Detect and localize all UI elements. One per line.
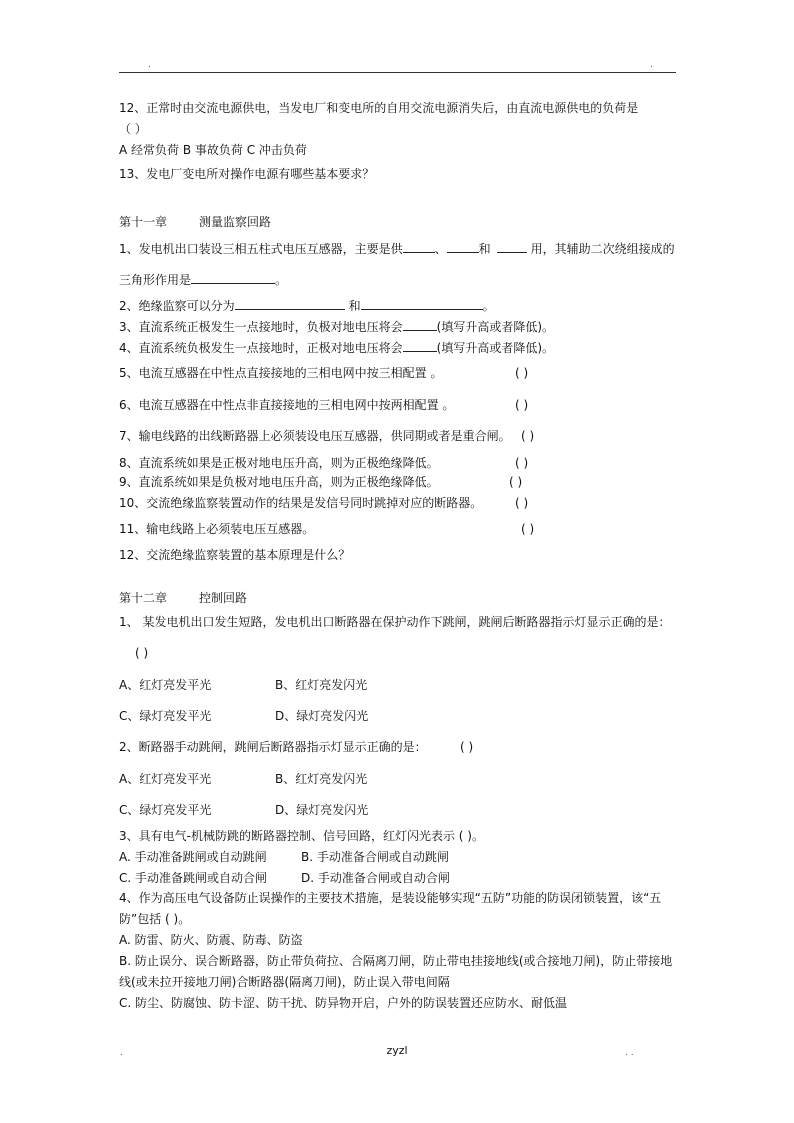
ch11-q10-answer[interactable]: ( ) bbox=[515, 496, 529, 510]
ch11-q3-text-b: (填写升高或者降低)。 bbox=[436, 320, 555, 334]
ch12-q1: 1、 某发电机出口发生短路，发电机出口断路器在保护动作下跳闸，跳闸后断路器指示灯显示正确的是： bbox=[119, 615, 671, 629]
ch11-q9: 9、直流系统如果是负极对地电压升高，则为正极绝缘降低。 bbox=[119, 475, 439, 489]
ch12-q2-option-b[interactable]: B、红灯亮发闪光 bbox=[275, 772, 368, 786]
ch11-q11: 11、输电线路上必须装电压互感器。 bbox=[119, 522, 315, 536]
ch11-q5-answer[interactable]: ( ) bbox=[515, 366, 529, 380]
ch12-q4-option-c[interactable]: C. 防尘、防腐蚀、防卡涩、防干扰、防异物开启，户外的防误装置还应防水、耐低温 bbox=[119, 996, 568, 1010]
ch12-q4-option-b-line1[interactable]: B. 防止误分、误合断路器，防止带负荷拉、合隔离刀闸，防止带电挂接地线(或合接地刀闸)，防止带接地 bbox=[119, 954, 673, 968]
ch11-q2-end: 。 bbox=[482, 299, 495, 313]
chapter11-heading bbox=[119, 214, 271, 230]
ch11-q1-blank-3[interactable] bbox=[497, 240, 527, 253]
ch11-q1-line2 bbox=[119, 271, 287, 288]
footer-text: zyzl bbox=[386, 1044, 408, 1057]
chapter11-title: 第十一章 bbox=[119, 215, 168, 229]
ch11-q2-text-a: 2、绝缘监察可以分为 bbox=[119, 299, 235, 313]
ch11-q12: 12、交流绝缘监察装置的基本原理是什么？ bbox=[119, 548, 351, 562]
ch11-q9-answer[interactable]: ( ) bbox=[509, 475, 523, 489]
ch12-q2-option-d[interactable]: D、绿灯亮发闪光 bbox=[275, 803, 369, 817]
footer-dot-right: . . bbox=[625, 1048, 634, 1058]
ch11-q4-text-b: (填写升高或者降低)。 bbox=[436, 341, 555, 355]
ch11-q2-text-b: 和 bbox=[348, 299, 361, 313]
header-rule bbox=[119, 72, 676, 73]
ch11-q1-end: 。 bbox=[275, 273, 288, 287]
ch11-q4-text-a: 4、直流系统负极发生一点接地时，正极对地电压将会 bbox=[119, 341, 403, 355]
ch11-q3-text-a: 3、直流系统正极发生一点接地时，负极对地电压将会 bbox=[119, 320, 403, 334]
ch11-q10: 10、交流绝缘监察装置动作的结果是发信号同时跳掉对应的断路器。 bbox=[119, 496, 483, 510]
ch12-q2-option-a[interactable]: A、红灯亮发平光 bbox=[119, 772, 212, 786]
ch12-q1-option-b[interactable]: B、红灯亮发闪光 bbox=[275, 678, 368, 692]
ch12-q4-line2: 防”包括 ( )。 bbox=[119, 912, 191, 926]
ch11-q1-line1 bbox=[119, 240, 675, 257]
ch11-q3 bbox=[119, 318, 554, 335]
ch11-q4-blank[interactable] bbox=[403, 339, 437, 352]
ch11-q2 bbox=[119, 297, 495, 314]
ch12-q3-option-c[interactable]: C. 手动准备跳闸或自动合闸 bbox=[119, 871, 268, 885]
chapter12-heading bbox=[119, 590, 247, 606]
ch11-q2-blank-2[interactable] bbox=[361, 297, 483, 310]
ch11-q5: 5、电流互感器在中性点直接接地的三相电网中按三相配置 。 bbox=[119, 366, 443, 380]
ch11-q1-line2-text: 三角形作用是 bbox=[119, 273, 192, 287]
header-dot-left: . bbox=[148, 60, 151, 70]
ch12-q2: 2、断路器手动跳闸，跳闸后断路器指示灯显示正确的是： bbox=[119, 740, 427, 754]
ch12-q1-option-a[interactable]: A、红灯亮发平光 bbox=[119, 678, 212, 692]
ch11-q1-text-d: 用，其辅助二次绕组接成的 bbox=[530, 242, 675, 256]
ch11-q8: 8、直流系统如果是正极对地电压升高，则为正极绝缘降低。 bbox=[119, 456, 439, 470]
ch12-q4-option-a[interactable]: A. 防雷、防火、防震、防毒、防盗 bbox=[119, 933, 303, 947]
ch11-q4 bbox=[119, 339, 554, 356]
ch11-q3-blank[interactable] bbox=[403, 318, 437, 331]
ch11-q6-answer[interactable]: ( ) bbox=[515, 398, 529, 412]
ch11-q2-blank-1[interactable] bbox=[235, 297, 345, 310]
ch12-q2-answer[interactable]: ( ) bbox=[460, 740, 474, 754]
ch11-q1-text-a: 1、发电机出口装设三相五柱式电压互感器，主要是供 bbox=[119, 242, 403, 256]
ch11-q7: 7、输电线路的出线断路器上必须装设电压互感器，供同期或者是重合闸。 bbox=[119, 429, 511, 443]
ch12-q3-option-b[interactable]: B. 手动准备合闸或自动跳闸 bbox=[301, 850, 449, 864]
ch12-q1-option-d[interactable]: D、绿灯亮发闪光 bbox=[275, 709, 369, 723]
q13-prev: 13、发电厂变电所对操作电源有哪些基本要求？ bbox=[119, 167, 375, 181]
ch11-q8-answer[interactable]: ( ) bbox=[515, 456, 529, 470]
ch12-q3-option-d[interactable]: D. 手动准备合闸或自动合闸 bbox=[301, 871, 450, 885]
ch11-q6: 6、电流互感器在中性点非直接接地的三相电网中按两相配置 。 bbox=[119, 398, 455, 412]
ch11-q7-answer[interactable]: ( ) bbox=[521, 429, 535, 443]
ch12-q1-answer[interactable]: ( ) bbox=[135, 646, 149, 660]
chapter12-subtitle: 控制回路 bbox=[199, 591, 248, 605]
ch11-q1-text-c: 和 bbox=[478, 242, 491, 256]
ch11-q1-blank-2[interactable] bbox=[447, 240, 479, 253]
q12-prev-line1: 12、正常时由交流电源供电，当发电厂和变电所的自用交流电源消失后，由直流电源供电的负荷是 bbox=[119, 101, 639, 115]
ch12-q3: 3、具有电气-机械防跳的断路器控制、信号回路，红灯闪光表示 ( )。 bbox=[119, 829, 484, 843]
footer-dot-left: . bbox=[120, 1048, 123, 1058]
ch12-q4-line1: 4、作为高压电气设备防止误操作的主要技术措施，是装设能够实现“五防”功能的防误闭锁装置，该“五 bbox=[119, 891, 662, 905]
ch11-q11-answer[interactable]: ( ) bbox=[521, 522, 535, 536]
ch11-q1-text-b: 、 bbox=[434, 242, 447, 256]
ch12-q4-option-b-line2[interactable]: 线(或未拉开接地刀闸)合断路器(隔离刀闸)，防止误入带电间隔 bbox=[119, 975, 450, 989]
header-dot-right: . bbox=[650, 60, 653, 70]
ch12-q3-option-a[interactable]: A. 手动准备跳闸或自动跳闸 bbox=[119, 850, 267, 864]
ch12-q2-option-c[interactable]: C、绿灯亮发平光 bbox=[119, 803, 212, 817]
chapter12-title: 第十二章 bbox=[119, 591, 168, 605]
ch11-q1-blank-1[interactable] bbox=[403, 240, 435, 253]
ch11-q1-blank-4[interactable] bbox=[191, 271, 275, 284]
chapter11-subtitle: 测量监察回路 bbox=[199, 215, 272, 229]
q12-prev-options: A 经常负荷 B 事故负荷 C 冲击负荷 bbox=[119, 143, 307, 157]
ch12-q1-option-c[interactable]: C、绿灯亮发平光 bbox=[119, 709, 212, 723]
q12-prev-line2: （ ） bbox=[119, 122, 147, 136]
